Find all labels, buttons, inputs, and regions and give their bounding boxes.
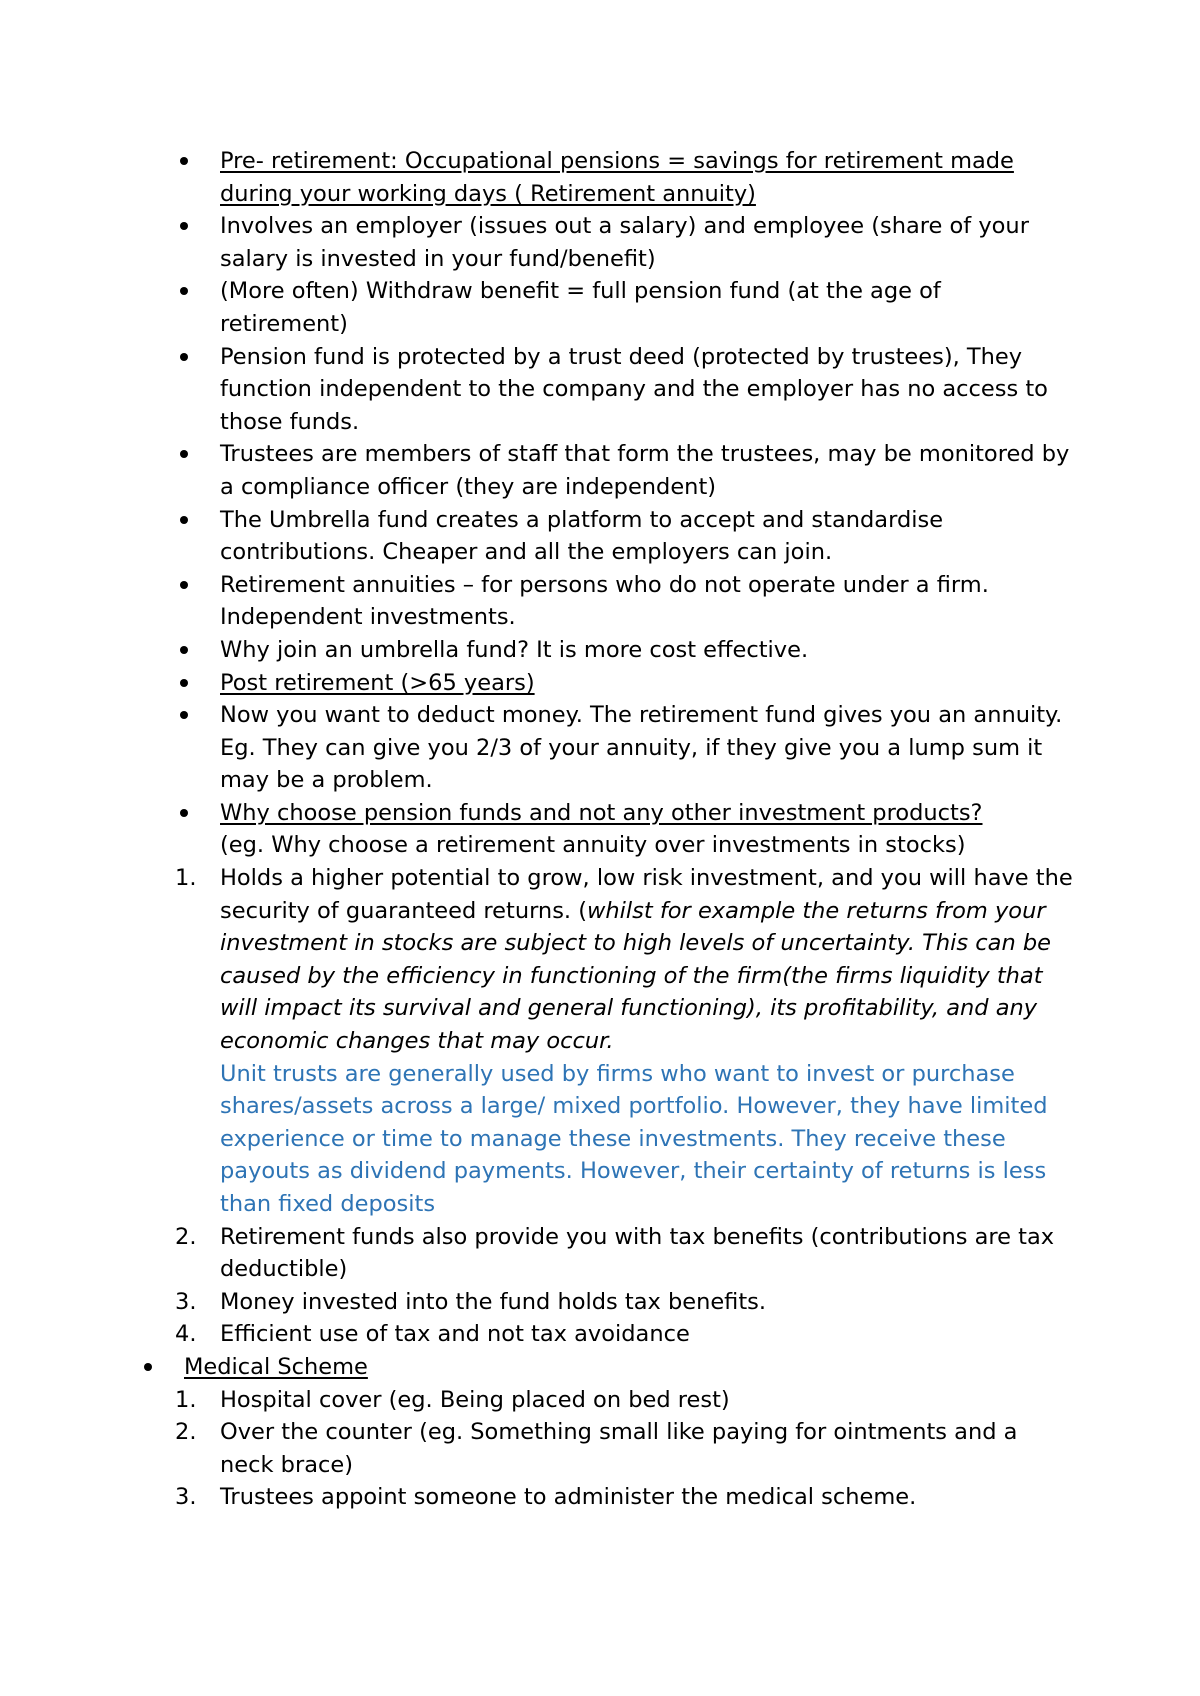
numbered-item xyxy=(175,1384,1075,1417)
list-item-text: The Umbrella fund creates a platform to accept and standardise contributions. Cheaper and all the employers can join. xyxy=(220,506,944,566)
numbered-item xyxy=(175,1221,1075,1286)
numbered-item-text: Efficient use of tax and not tax avoidance xyxy=(220,1321,690,1348)
medical-scheme-heading: Medical Scheme xyxy=(184,1353,368,1380)
list-item xyxy=(175,504,1075,569)
list-item-heading: Why choose pension funds and not any other investment products? xyxy=(220,799,983,826)
list-item-text: Trustees are members of staff that form the trustees, may be monitored by a compliance officer (they are independent) xyxy=(220,441,1070,500)
list-item-text: Why join an umbrella fund? It is more cost effective. xyxy=(220,636,809,663)
item-number: 2. xyxy=(175,1223,197,1250)
numbered-item xyxy=(175,862,1075,1221)
numbered-item-text: Money invested into the fund holds tax benefits. xyxy=(220,1288,767,1315)
list-item-text: Pre- retirement: Occupational pensions = savings for retirement made during your working days ( Retirement annuity) xyxy=(220,148,1014,207)
list-item-text: Pension fund is protected by a trust deed (protected by trustees), They function independent to the company and the employer has no access to those funds. xyxy=(220,343,1048,435)
list-item xyxy=(175,210,1075,275)
list-item-text: Retirement annuities – for persons who do not operate under a firm. Independent investments. xyxy=(220,571,989,631)
numbered-item xyxy=(175,1286,1075,1319)
numbered-item-italic-text: whilst for example the returns from your investment in stocks are subject to high levels of uncertainty. This can be caused by the efficiency in functioning of the firm(the firms liquidity that will impact its survival and general functioning), its profitability, and any economic changes that may occur. xyxy=(220,897,1051,1055)
list-item-text: Now you want to deduct money. The retirement fund gives you an annuity. Eg. They can give you 2/3 of your annuity, if they give you a lump sum it may be a problem. xyxy=(220,702,1063,794)
list-item xyxy=(175,667,1075,700)
numbered-item-text: Over the counter (eg. Something small like paying for ointments and a neck brace) xyxy=(220,1419,1018,1478)
numbered-item xyxy=(175,1318,1075,1351)
numbered-item xyxy=(175,1416,1075,1481)
item-number: 3. xyxy=(175,1484,197,1511)
list-item-text: (eg. Why choose a retirement annuity over investments in stocks) xyxy=(220,832,966,859)
numbered-item-text: Trustees appoint someone to administer the medical scheme. xyxy=(220,1484,917,1511)
numbered-item-note: Unit trusts are generally used by firms who want to invest or purchase shares/assets across a large/ mixed portfolio. However, they have limited experience or time to manage these investments. They receive these payouts as dividend payments. However, their certainty of returns is less than fixed deposits xyxy=(220,1060,1048,1217)
list-item-medical-scheme xyxy=(139,1351,1075,1384)
document-body xyxy=(175,145,1075,1514)
list-item xyxy=(175,145,1075,210)
item-number: 1. xyxy=(175,1386,197,1413)
list-item-text: Post retirement (>65 years) xyxy=(220,669,535,696)
list-item xyxy=(175,341,1075,439)
list-item xyxy=(175,634,1075,667)
list-item xyxy=(175,699,1075,797)
item-number: 3. xyxy=(175,1288,197,1315)
list-item-text: Involves an employer (issues out a salary) and employee (share of your salary is invested in your fund/benefit) xyxy=(220,213,1029,272)
item-number: 1. xyxy=(175,865,197,892)
item-number: 2. xyxy=(175,1419,197,1446)
numbered-item xyxy=(175,1481,1075,1514)
list-item xyxy=(175,569,1075,634)
list-item xyxy=(175,797,1075,862)
list-item-text: (More often) Withdraw benefit = full pension fund (at the age of retirement) xyxy=(220,278,941,337)
numbered-item-text: Retirement funds also provide you with tax benefits (contributions are tax deductible) xyxy=(220,1223,1055,1283)
numbered-item-text: Holds a higher potential to grow, low risk investment, and you will have the security of guaranteed returns. ( xyxy=(220,865,1073,924)
list-item xyxy=(175,275,1075,340)
numbered-item-text: Hospital cover (eg. Being placed on bed rest) xyxy=(220,1386,730,1413)
item-number: 4. xyxy=(175,1321,197,1348)
list-item xyxy=(175,438,1075,503)
